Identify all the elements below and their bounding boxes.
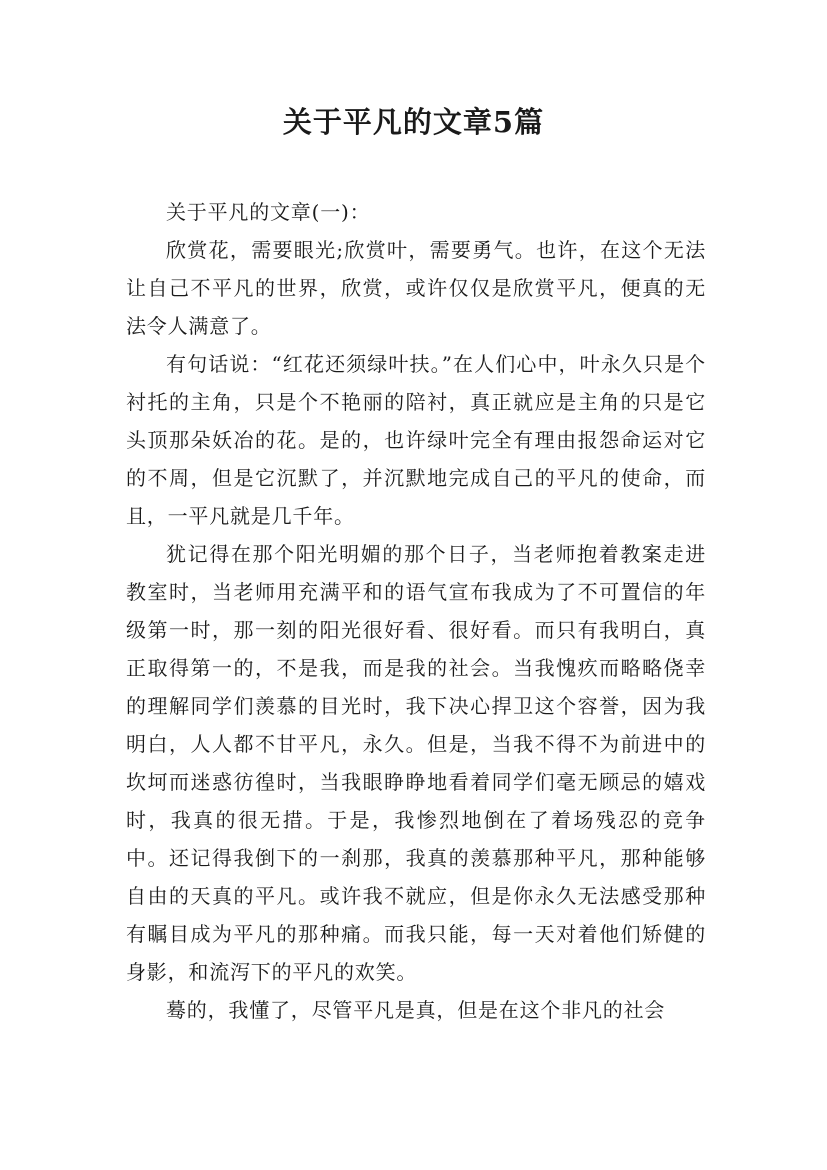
paragraph: 有句话说：“红花还须绿叶扶。”在人们心中，叶永久只是个衬托的主角，只是个不艳丽的陪衬，真正就应是主角的只是它头顶那朵妖冶的花。是的，也许绿叶完全有理由报怨命运对它的不周，但是它沉默了，并沉默地完成自己的平凡的使命，而且，一平凡就是几千年。 [126,352,706,528]
document-title: 关于平凡的文章5篇 [282,105,545,139]
document-body [126,193,706,1029]
paragraph-heading: 关于平凡的文章(一)： [166,200,371,224]
paragraph: 蓦的，我懂了，尽管平凡是真，但是在这个非凡的社会 [166,998,666,1022]
paragraph: 欣赏花，需要眼光;欣赏叶，需要勇气。也许，在这个无法让自己不平凡的世界，欣赏，或许仅仅是欣赏平凡，便真的无法令人满意了。 [126,238,706,338]
paragraph: 犹记得在那个阳光明媚的那个日子，当老师抱着教案走进教室时，当老师用充满平和的语气宣布我成为了不可置信的年级第一时，那一刻的阳光很好看、很好看。而只有我明白，真正取得第一的，不是我，而是我的社会。当我愧疚而略略侥幸的理解同学们羡慕的目光时，我下决心捍卫这个容誉，因为我明白，人人都不甘平凡，永久。但是，当我不得不为前进中的坎坷而迷惑彷徨时，当我眼睁睁地看着同学们毫无顾忌的嬉戏时，我真的很无措。于是，我惨烈地倒在了着场残忍的竞争中。还记得我倒下的一刹那，我真的羡慕那种平凡，那种能够自由的天真的平凡。或许我不就应，但是你永久无法感受那种有瞩目成为平凡的那种痛。而我只能，每一天对着他们矫健的身影，和流泻下的平凡的欢笑。 [126,542,706,984]
